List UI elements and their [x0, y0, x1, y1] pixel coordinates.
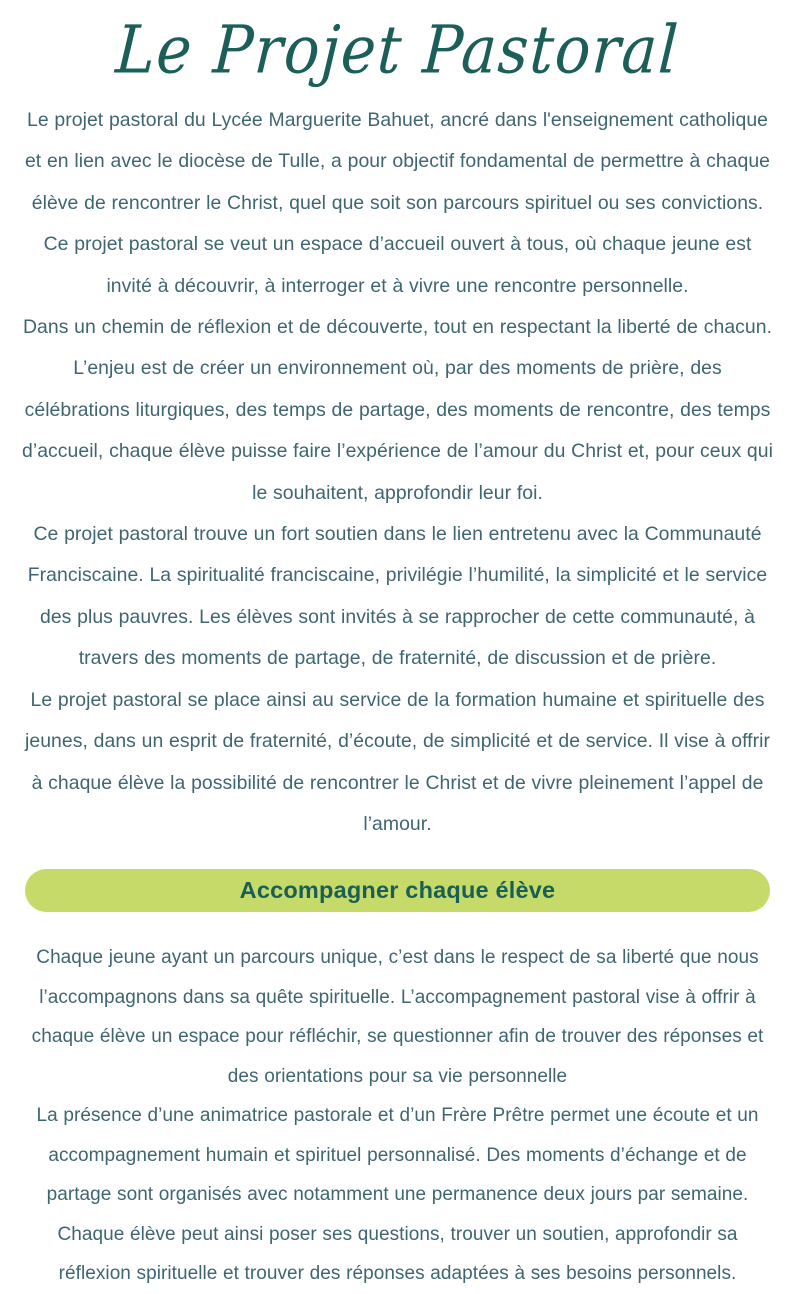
paragraph: Chaque jeune ayant un parcours unique, c’est dans le respect de sa liberté que nous l’accompagnons dans sa quête spirituelle. L’accompagnement pastoral vise à offrir à chaque élève un espace pour réfléchir, se questionner afin de trouver des réponses et des orientations pour sa vie personnelle	[31, 947, 764, 1087]
title-block	[0, 0, 795, 96]
paragraph: Ce projet pastoral trouve un fort soutien dans le lien entretenu avec la Communauté Franciscaine. La spiritualité franciscaine, privilégie l’humilité, la simplicité et le service des plus pauvres. Les élèves sont invités à se rapprocher de cette communauté, à travers des moments de partage, de fraternité, de discussion et de prière.	[27, 523, 768, 670]
section-projet-pastoral	[0, 100, 795, 845]
paragraph: Chaque élève peut ainsi poser ses questions, trouver un soutien, approfondir sa réflexion spirituelle et trouver des réponses adaptées à ses besoins personnels.	[57, 1223, 738, 1285]
paragraph: L’enjeu est de créer un environnement où, par des moments de prière, des célébrations liturgiques, des temps de partage, des moments de rencontre, des temps d’accueil, chaque élève puisse faire l’expérience de l’amour du Christ et, pour ceux qui le souhaitent, approfondir leur foi.	[22, 357, 773, 504]
section-heading-banner-zone	[0, 845, 795, 912]
paragraph: Le projet pastoral se place ainsi au service de la formation humaine et spirituelle des jeunes, dans un esprit de fraternité, d’écoute, de simplicité et de service. Il vise à offrir à chaque élève la possibilité de rencontrer le Christ et de vivre pleinement l’appel de l’amour.	[25, 688, 770, 835]
paragraph: La présence d’une animatrice pastorale et d’un Frère Prêtre permet une écoute et un accompagnement humain et spirituel personnalisé. Des moments d’échange et de partage sont organisés avec notamment une permanence deux jours par semaine.	[36, 1105, 759, 1206]
section-heading-label: Accompagner chaque élève	[239, 877, 556, 904]
page-title: Le Projet Pastoral	[113, 10, 682, 89]
paragraph: Le projet pastoral du Lycée Marguerite Bahuet, ancré dans l'enseignement catholique et en lien avec le diocèse de Tulle, a pour objectif fondamental de permettre à chaque élève de rencontrer le Christ, quel que soit son parcours spirituel ou ses convictions. Ce projet pastoral se veut un espace d’accueil ouvert à tous, où chaque jeune est invité à découvrir, à interroger et à vivre une rencontre personnelle.	[24, 109, 771, 297]
paragraph: Dans un chemin de réflexion et de découverte, tout en respectant la liberté de chacun.	[22, 316, 773, 339]
section-accompagner-chaque-eleve	[0, 938, 795, 1294]
section-heading-banner	[25, 869, 770, 912]
